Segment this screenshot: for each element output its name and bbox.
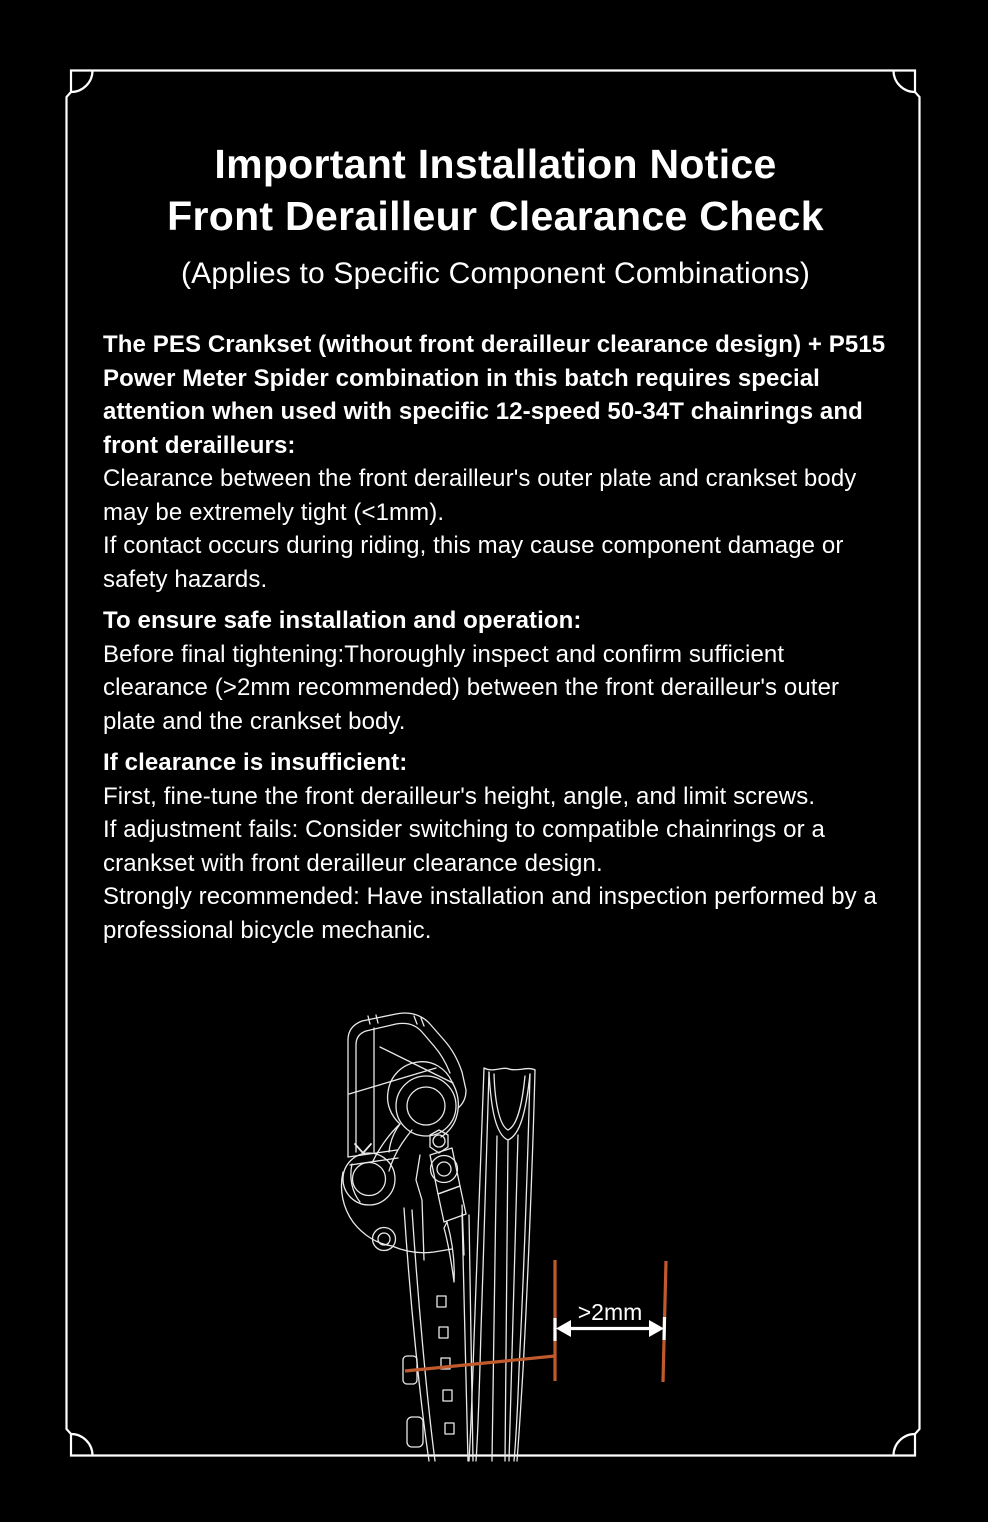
- intro-paragraph-1: Clearance between the front derailleur's outer plate and crankset body may be extremely tight (<1mm).: [103, 465, 857, 526]
- page-title: [103, 138, 888, 242]
- corner-flourish-bottom-right: [894, 1434, 916, 1456]
- front-derailleur-drawing: [341, 1013, 473, 1461]
- section3-paragraph-2: If adjustment fails: Consider switching to compatible chainrings or a crankset with front derailleur clearance design.: [103, 816, 825, 877]
- title-line-2: Front Derailleur Clearance Check: [167, 193, 824, 239]
- title-line-1: Important Installation Notice: [214, 141, 777, 187]
- corner-flourish-top-right: [894, 71, 916, 93]
- clearance-label: >2mm: [577, 1299, 643, 1325]
- section3-heading: If clearance is insufficient:: [103, 749, 408, 776]
- seat-tube-drawing: [469, 1068, 535, 1461]
- chevron-mark: [355, 1144, 371, 1153]
- dimension-arrowhead-left: [556, 1320, 571, 1337]
- section3-paragraph-1: First, fine-tune the front derailleur's height, angle, and limit screws.: [103, 782, 816, 810]
- notice-content: [103, 0, 888, 947]
- page-subtitle: (Applies to Specific Component Combinations): [180, 257, 811, 290]
- section3-paragraph-3: Strongly recommended: Have installation and inspection performed by a professional bicycle mechanic.: [103, 883, 877, 944]
- intro-paragraph-2: If contact occurs during riding, this may cause component damage or safety hazards.: [103, 532, 844, 593]
- corner-flourish-bottom-left: [71, 1434, 93, 1456]
- section2-paragraph-1: Before final tightening:Thoroughly inspect and confirm sufficient clearance (>2mm recommended) between the front derailleur's outer plate and the crankset body.: [103, 640, 840, 735]
- clearance-dimension: [405, 1260, 666, 1382]
- dimension-arrowhead-right: [649, 1320, 664, 1337]
- section2-heading: To ensure safe installation and operation:: [103, 607, 582, 634]
- intro-bold-paragraph: The PES Crankset (without front derailleur clearance design) + P515 Power Meter Spider combination in this batch requires special attention when used with specific 12-speed 50-34T chainrings and front derailleurs:: [103, 331, 886, 459]
- notice-body: [103, 328, 888, 947]
- corner-flourish-top-left: [71, 71, 93, 93]
